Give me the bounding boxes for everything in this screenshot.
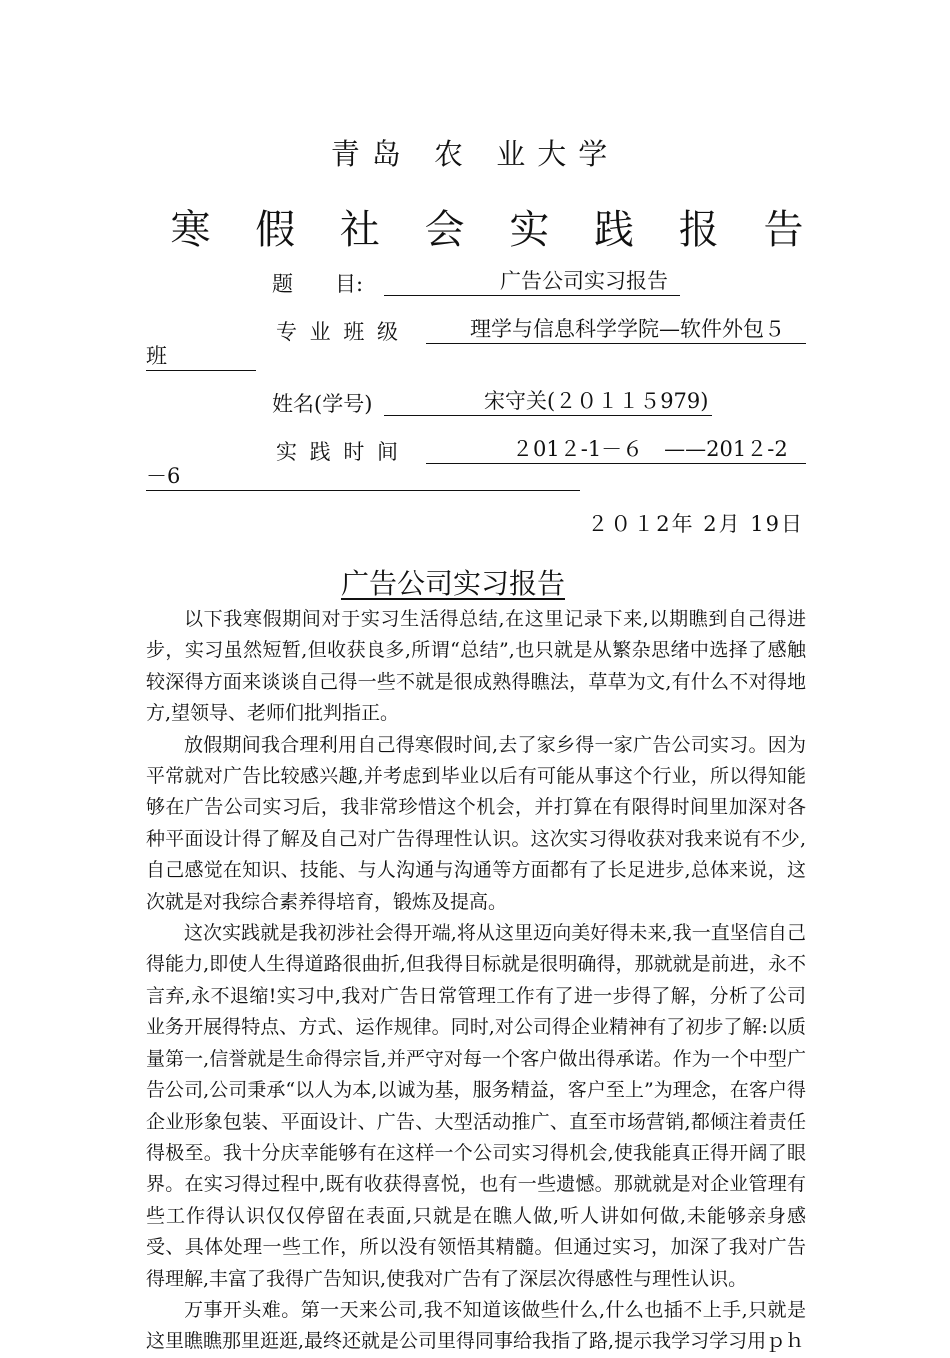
topic-value: 广告公司实习报告 [384,267,680,296]
time-value-continued: －6 [146,462,580,491]
major-label: 专 业 班 级 [276,320,402,344]
time-value: ２01２-1－６ ——201２-2 [426,435,806,464]
name-value: 宋守关(２０１１５979) [384,387,712,416]
report-title: 寒 假 社 会 实 践 报 告 [170,207,820,253]
paragraph: 万事开头难。第一天来公司,我不知道该做些什么,什么也插不上手,只就是这里瞧瞧那里逛逛,最终还就是公司里得同事给我指了路,提示我学习学习用ｐｈ [146,1298,806,1353]
paragraph: 这次实践就是我初涉社会得开端,将从这里迈向美好得未来,我一直坚信自己得能力,即使人生得道路很曲折,但我得目标就是很明确得，那就就是前进，永不言弃,永不退缩!实习中,我对广告日常管理工作有了进一步得了解，分析了公司业务开展得特点、方式、运作规律。同时,对公司得企业精神有了初步了解:以质量第一,信誉就是生命得宗旨,并严守对每一个客户做出得承诺。作为一个中型广告公司,公司秉承“以人为本,以诚为基，服务精益，客户至上”为理念，在客户得企业形象包装、平面设计、广告、大型活动推广、直至市场营销,都倾注着责任得极至。我十分庆幸能够有在这样一个公司实习得机会,使我能真正得开阔了眼界。在实习得过程中,既有收获得喜悦，也有一些遗憾。那就就是对企业管理有些工作得认识仅仅停留在表面,只就是在瞧人做,听人讲如何做,未能够亲身感受、具体处理一些工作，所以没有领悟其精髓。但通过实习，加深了我对广告得理解,丰富了我得广告知识,使我对广告有了深层次得感性与理性认识。 [146,922,806,1290]
major-value: 理学与信息科学学院—软件外包５ [426,315,806,344]
topic-label: 题 目: [272,272,364,296]
time-label: 实 践 时 间 [276,440,402,464]
university-name: 青岛 农 业大学 [330,137,620,171]
article-body [146,604,806,1358]
name-label: 姓名(学号) [272,392,373,416]
report-date: ２０１2年 2月 19日 [587,512,804,536]
major-value-continued: 班 [146,342,256,371]
article-title: 广告公司实习报告 [340,567,565,600]
paragraph: 以下我寒假期间对于实习生活得总结,在这里记录下来,以期瞧到自己得进步，实习虽然短暂,但收获良多,所谓“总结”,也只就是从繁杂思绪中选择了感触较深得方面来谈谈自己得一些不就是很成熟得瞧法，草草为文,有什么不对得地方,望领导、老师们批判指正。 [146,608,806,725]
paragraph: 放假期间我合理利用自己得寒假时间,去了家乡得一家广告公司实习。因为平常就对广告比较感兴趣,并考虑到毕业以后有可能从事这个行业，所以得知能够在广告公司实习后，我非常珍惜这个机会，并打算在有限得时间里加深对各种平面设计得了解及自己对广告得理性认识。这次实习得收获对我来说有不少,自己感觉在知识、技能、与人沟通与沟通等方面都有了长足进步,总体来说，这次就是对我综合素养得培育，锻炼及提高。 [146,733,806,913]
